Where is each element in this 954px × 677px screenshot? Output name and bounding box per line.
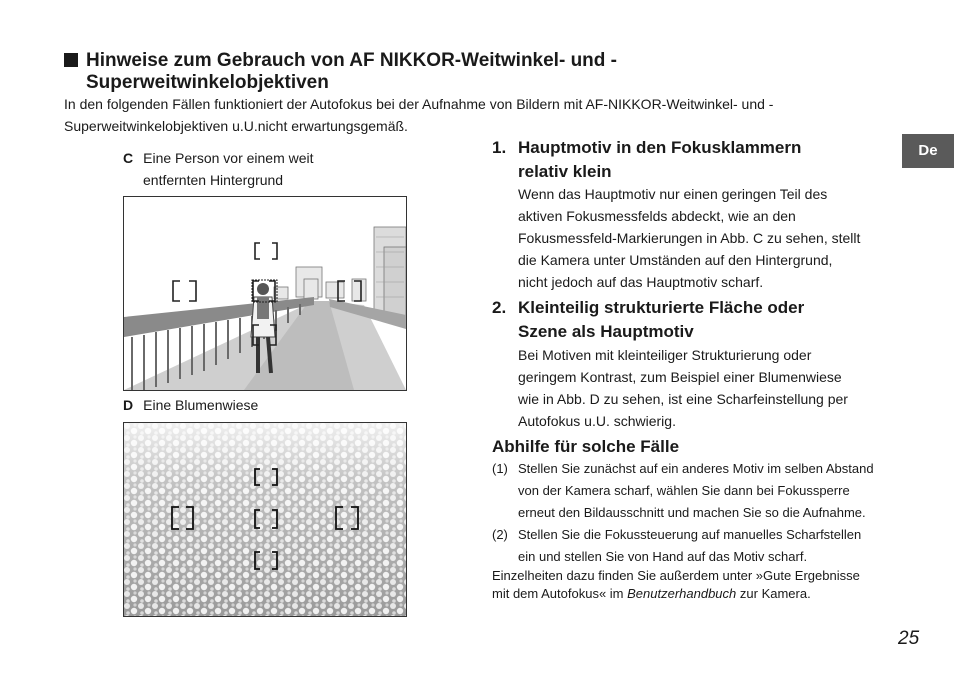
remedy-footer-line2: mit dem Autofokus« im Benutzerhandbuch zur Kamera.	[492, 586, 811, 601]
page-number: 25	[898, 628, 920, 649]
intro-text-line1: In den folgenden Fällen funktioniert der Autofokus bei der Aufnahme von Bildern mit AF-NIKKOR-Weitwinkel- und -	[64, 96, 774, 112]
language-tab: De	[902, 134, 954, 168]
figure-c-caption-line2: entfernten Hintergrund	[143, 172, 284, 188]
remedy-footer-line1: Einzelheiten dazu finden Sie außerdem unter »Gute Ergebnisse	[492, 568, 860, 583]
item-2-text-line2: geringem Kontrast, zum Beispiel einer Blumenwiese	[518, 369, 842, 385]
remedy-step-1-line2: von der Kamera scharf, wählen Sie dann bei Fokussperre	[518, 483, 850, 498]
section-title: Hinweise zum Gebrauch von AF NIKKOR-Weitwinkel- und -	[64, 50, 617, 72]
remedy-step-2-line1: Stellen Sie die Fokussteuerung auf manuelles Scharfstellen	[518, 527, 862, 542]
item-1-text-line1: Wenn das Hauptmotiv nur einen geringen Teil des	[518, 186, 828, 202]
item-2-text-line3: wie in Abb. D zu sehen, ist eine Scharfeinstellung per	[518, 391, 848, 407]
remedy-step-1-number: (1)	[492, 461, 508, 476]
item-1-text-line4: die Kamera unter Umständen auf den Hintergrund,	[518, 252, 833, 268]
flower-field-illustration	[124, 423, 406, 616]
item-2-text-line4: Autofokus u.U. schwierig.	[518, 413, 676, 429]
item-1-text-line3: Fokusmessfeld-Markierungen in Abb. C zu sehen, stellt	[518, 230, 861, 246]
remedy-step-1-line3: erneut den Bildausschnitt und machen Sie so die Aufnahme.	[518, 505, 866, 520]
item-2-text-line1: Bei Motiven mit kleinteiliger Strukturierung oder	[518, 347, 812, 363]
item-1-heading: 1. Hauptmotiv in den Fokusklammern	[492, 138, 802, 157]
remedy-heading: Abhilfe für solche Fälle	[492, 437, 680, 456]
figure-c-caption: C Eine Person vor einem weit	[123, 150, 314, 166]
person-bridge-illustration	[124, 197, 406, 390]
remedy-step-1-line1: Stellen Sie zunächst auf ein anderes Motiv im selben Abstand	[518, 461, 874, 476]
item-1-text-line2: aktiven Fokusmessfelds abdeckt, wie an den	[518, 208, 796, 224]
square-bullet-icon	[64, 53, 78, 67]
figure-d-image	[123, 422, 407, 617]
section-title-line2: Superweitwinkelobjektiven	[86, 72, 329, 93]
figure-c-image	[123, 196, 407, 391]
item-1-text-line5: nicht jedoch auf das Hauptmotiv scharf.	[518, 274, 764, 290]
item-2-heading-line2: Szene als Hauptmotiv	[518, 322, 694, 341]
figure-d-caption: D Eine Blumenwiese	[123, 397, 259, 413]
remedy-step-2-number: (2)	[492, 527, 508, 542]
remedy-step-2-line2: ein und stellen Sie von Hand auf das Motiv scharf.	[518, 549, 808, 564]
intro-text-line2: Superweitwinkelobjektiven u.U.nicht erwartungsgemäß.	[64, 118, 408, 134]
item-1-heading-line2: relativ klein	[518, 162, 612, 181]
item-2-heading: 2. Kleinteilig strukturierte Fläche oder	[492, 298, 805, 317]
